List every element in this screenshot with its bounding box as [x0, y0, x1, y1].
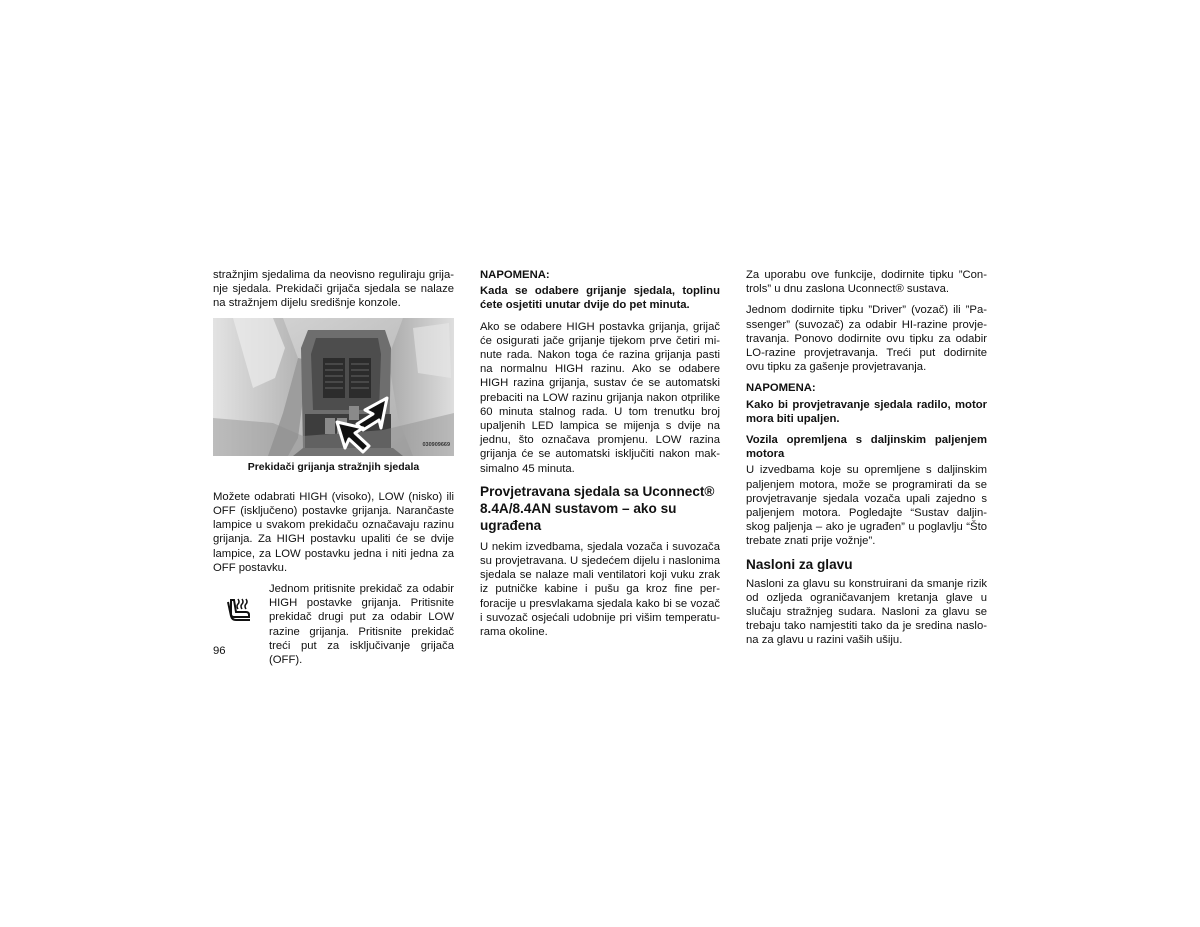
- figure-caption: Prekidači grijanja stražnjih sjedala: [247, 460, 420, 473]
- console-illustration: [213, 318, 454, 456]
- high-setting-paragraph: Ako se odabere HIGH postavka grijanja, grijač će osigurati jače grijanje tijekom prve četiri minute rada. Nakon toga će razina grijanja pasti na normalnu HIGH razinu. Ako se odabere HIGH razina grijanja, sustav će se automatski prebaciti na LOW razinu grijanja nakon otprilike 60 minuta stalnog rada. U tom trenutku broj upaljenih LED lampica se mijenja s dvije na jednu, što označava promjenu. LOW razina grijanja će se automatski isključiti nakon maksimalno 45 minuta.: [480, 320, 720, 475]
- figure-code: 030909669: [422, 442, 450, 449]
- remote-start-paragraph: U izvedbama koje su opremljene s daljinskim paljenjem motora, može se programirati da se provjetravanje sjedala vozača upali zajedno s paljenjem motora. Pogledajte “Sustav daljinskog paljenja – ako je ugrađen” u poglavlju “Što trebate znati prije vožnje”.: [746, 464, 987, 548]
- intro-paragraph: stražnjim sjedalima da neovisno reguliraju grijanje sjedala. Prekidači grijača sjedala se nalaze na stražnjem dijelu središnje konzole.: [213, 269, 454, 310]
- heated-seat-instruction: [213, 582, 454, 667]
- rear-seat-heater-switches-photo: [213, 318, 454, 456]
- note-label: NAPOMENA:: [480, 269, 550, 281]
- page-number: 96: [213, 645, 226, 657]
- note-label: NAPOMENA:: [746, 382, 816, 395]
- ventilated-seats-paragraph: U nekim izvedbama, sjedala vozača i suvozača su provjetravana. U sjedećem dijelu i naslonima sjedala se nalaze mali ventilatori koji vuku zrak iz putničke kabine i pušu ga kroz fine perforacije u presvlakama sjedala kako bi se vozač i suvozač osjećali udobnije pri višim temperaturama okoline.: [480, 540, 720, 639]
- note-text: Kako bi provjetravanje sjedala radilo, motor mora biti upaljen.: [746, 398, 987, 425]
- column-right: [746, 268, 987, 655]
- section-heading-head-restraints: Nasloni za glavu: [746, 556, 853, 572]
- section-heading-ventilated-seats: Provjetravana sjedala sa Uconnect® 8.4A/8.4AN sustavom – ako su ugrađena: [480, 483, 715, 533]
- heated-seat-instruction-text: Jednom pritisnite prekidač za odabir HIGH postavke grijanja. Pritisnite prekidač drugi put za odabir LOW razine grijanja. Pritisnite prekidač treći put za isključivanje grijača (OFF).: [269, 583, 454, 667]
- head-restraints-paragraph: Nasloni za glavu su konstruirani da smanje rizik od ozljeda ograničavanjem kretanja glave u slučaju stražnjeg sudara. Nasloni za glavu se trebaju tako namjestiti tako da je sredina naslona za glavu u razini vaših ušiju.: [746, 577, 987, 647]
- column-left: [213, 268, 454, 667]
- controls-paragraph: Za uporabu ove funkcije, dodirnite tipku ”Controls” u dnu zaslona Uconnect® sustava.: [746, 269, 987, 296]
- heated-seat-icon: [213, 582, 263, 624]
- note-text: Kada se odabere grijanje sjedala, toplinu ćete osjetiti unutar dvije do pet minuta.: [480, 285, 720, 312]
- driver-passenger-paragraph: Jednom dodirnite tipku ”Driver” (vozač) ili ”Passenger” (suvozač) za odabir HI-razine provjetravanja. Ponovo dodirnite ovu tipku za odabir LO-razine provjetravanja. Treći put dodirnite ovu tipku za gašenje provjetravanja.: [746, 304, 987, 374]
- column-middle: [480, 268, 720, 646]
- heating-levels-paragraph: Možete odabrati HIGH (visoko), LOW (nisko) ili OFF (isključeno) postavke grijanja. Narančaste lampice u svakom prekidaču označavaju razinu grijanja. Za HIGH postavku upaliti će se dvije lampice, za LOW postavku jedna i niti jedna za OFF postavku.: [213, 490, 454, 574]
- subheading-remote-start: Vozila opremljena s daljinskim paljenjem motora: [746, 434, 987, 461]
